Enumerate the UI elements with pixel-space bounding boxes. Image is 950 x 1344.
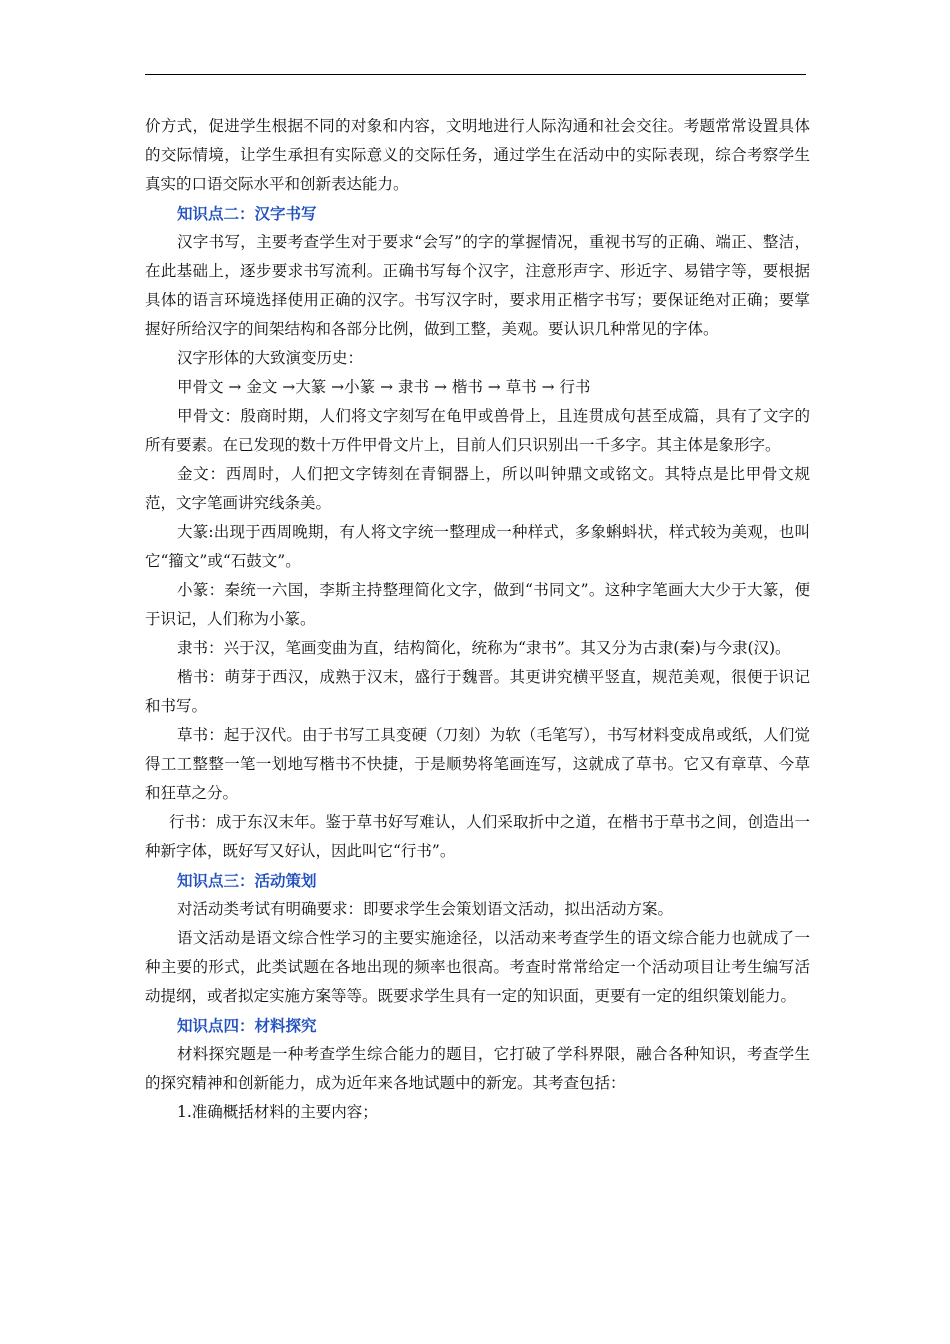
paragraph-hanzi-writing: 汉字书写，主要考查学生对于要求“会写”的字的掌握情况，重视书写的正确、端正、整洁，在此基础上，逐步要求书写流利。正确书写每个汉字，注意形声字、形近字、易错字等，要根据具体的语言环境选择使用正确的汉字。书写汉字时，要求用正楷字书写；要保证绝对正确；要掌握好所给汉字的间架结构和各部分比例，做到工整，美观。要认识几种常见的字体。 bbox=[145, 233, 810, 338]
paragraph-small-seal: 小篆：秦统一六国，李斯主持整理简化文字，做到“书同文”。这种字笔画大大少于大篆，便于识记，人们称为小篆。 bbox=[145, 581, 810, 628]
paragraph-evolution-intro: 汉字形体的大致演变历史： bbox=[177, 349, 364, 367]
paragraph-clerical: 隶书：兴于汉，笔画变曲为直，结构简化，统称为“隶书”。其又分为古隶(秦)与今隶(汉)。 bbox=[177, 639, 791, 657]
script-evolution-flow: 甲骨文 → 金文 →大篆 →小篆 → 隶书 → 楷书 → 草书 → 行书 bbox=[177, 378, 591, 396]
paragraph-activity-desc: 语文活动是语文综合性学习的主要实施途径，以活动来考查学生的语文综合能力也就成了一种主要的形式，此类试题在各地出现的频率也很高。考查时常常给定一个活动项目让考生编写活动提纲，或者拟定实施方案等等。既要求学生具有一定的知识面，更要有一定的组织策划能力。 bbox=[145, 929, 810, 1005]
paragraph-intro: 价方式，促进学生根据不同的对象和内容，文明地进行人际沟通和社会交往。考题常常设置具体的交际情境，让学生承担有实际意义的交际任务，通过学生在活动中的实际表现，综合考察学生真实的口语交际水平和创新表达能力。 bbox=[145, 117, 810, 193]
paragraph-oracle-bone: 甲骨文：殷商时期，人们将文字刻写在龟甲或兽骨上，且连贯成句甚至成篇，具有了文字的所有要素。在已发现的数十万件甲骨文片上，目前人们只识别出一千多字。其主体是象形字。 bbox=[145, 407, 810, 454]
paragraph-cursive: 草书：起于汉代。由于书写工具变硬（刀刻）为软（毛笔写），书写材料变成帛或纸，人们觉得工工整整一笔一划地写楷书不快捷，于是顺势将笔画连写，这就成了草书。它又有章草、今草和狂草之分。 bbox=[145, 726, 810, 802]
header-rule bbox=[145, 74, 806, 75]
heading-hanzi-writing: 知识点二：汉字书写 bbox=[177, 204, 317, 223]
paragraph-bronze-script: 金文：西周时，人们把文字铸刻在青铜器上，所以叫钟鼎文或铭文。其特点是比甲骨文规范，文字笔画讲究线条美。 bbox=[145, 465, 810, 512]
document-body bbox=[145, 112, 810, 1127]
heading-activity-planning: 知识点三：活动策划 bbox=[177, 871, 317, 890]
paragraph-regular: 楷书：萌芽于西汉，成熟于汉末，盛行于魏晋。其更讲究横平竖直，规范美观，很便于识记和书写。 bbox=[145, 668, 810, 715]
list-item-1: 1.准确概括材料的主要内容； bbox=[177, 1103, 378, 1121]
paragraph-running: 行书：成于东汉末年。鉴于草书好写难认，人们采取折中之道，在楷书于草书之间，创造出一种新字体，既好写又好认，因此叫它“行书”。 bbox=[145, 813, 810, 860]
paragraph-activity-req: 对活动类考试有明确要求：即要求学生会策划语文活动，拟出活动方案。 bbox=[177, 900, 674, 918]
paragraph-great-seal: 大篆:出现于西周晚期，有人将文字统一整理成一种样式，多象蝌蚪状，样式较为美观，也叫它“籀文”或“石鼓文”。 bbox=[145, 523, 810, 570]
heading-material-inquiry: 知识点四：材料探究 bbox=[177, 1016, 317, 1035]
paragraph-material-desc: 材料探究题是一种考查学生综合能力的题目，它打破了学科界限，融合各种知识，考查学生的探究精神和创新能力，成为近年来各地试题中的新宠。其考查包括： bbox=[145, 1045, 810, 1092]
